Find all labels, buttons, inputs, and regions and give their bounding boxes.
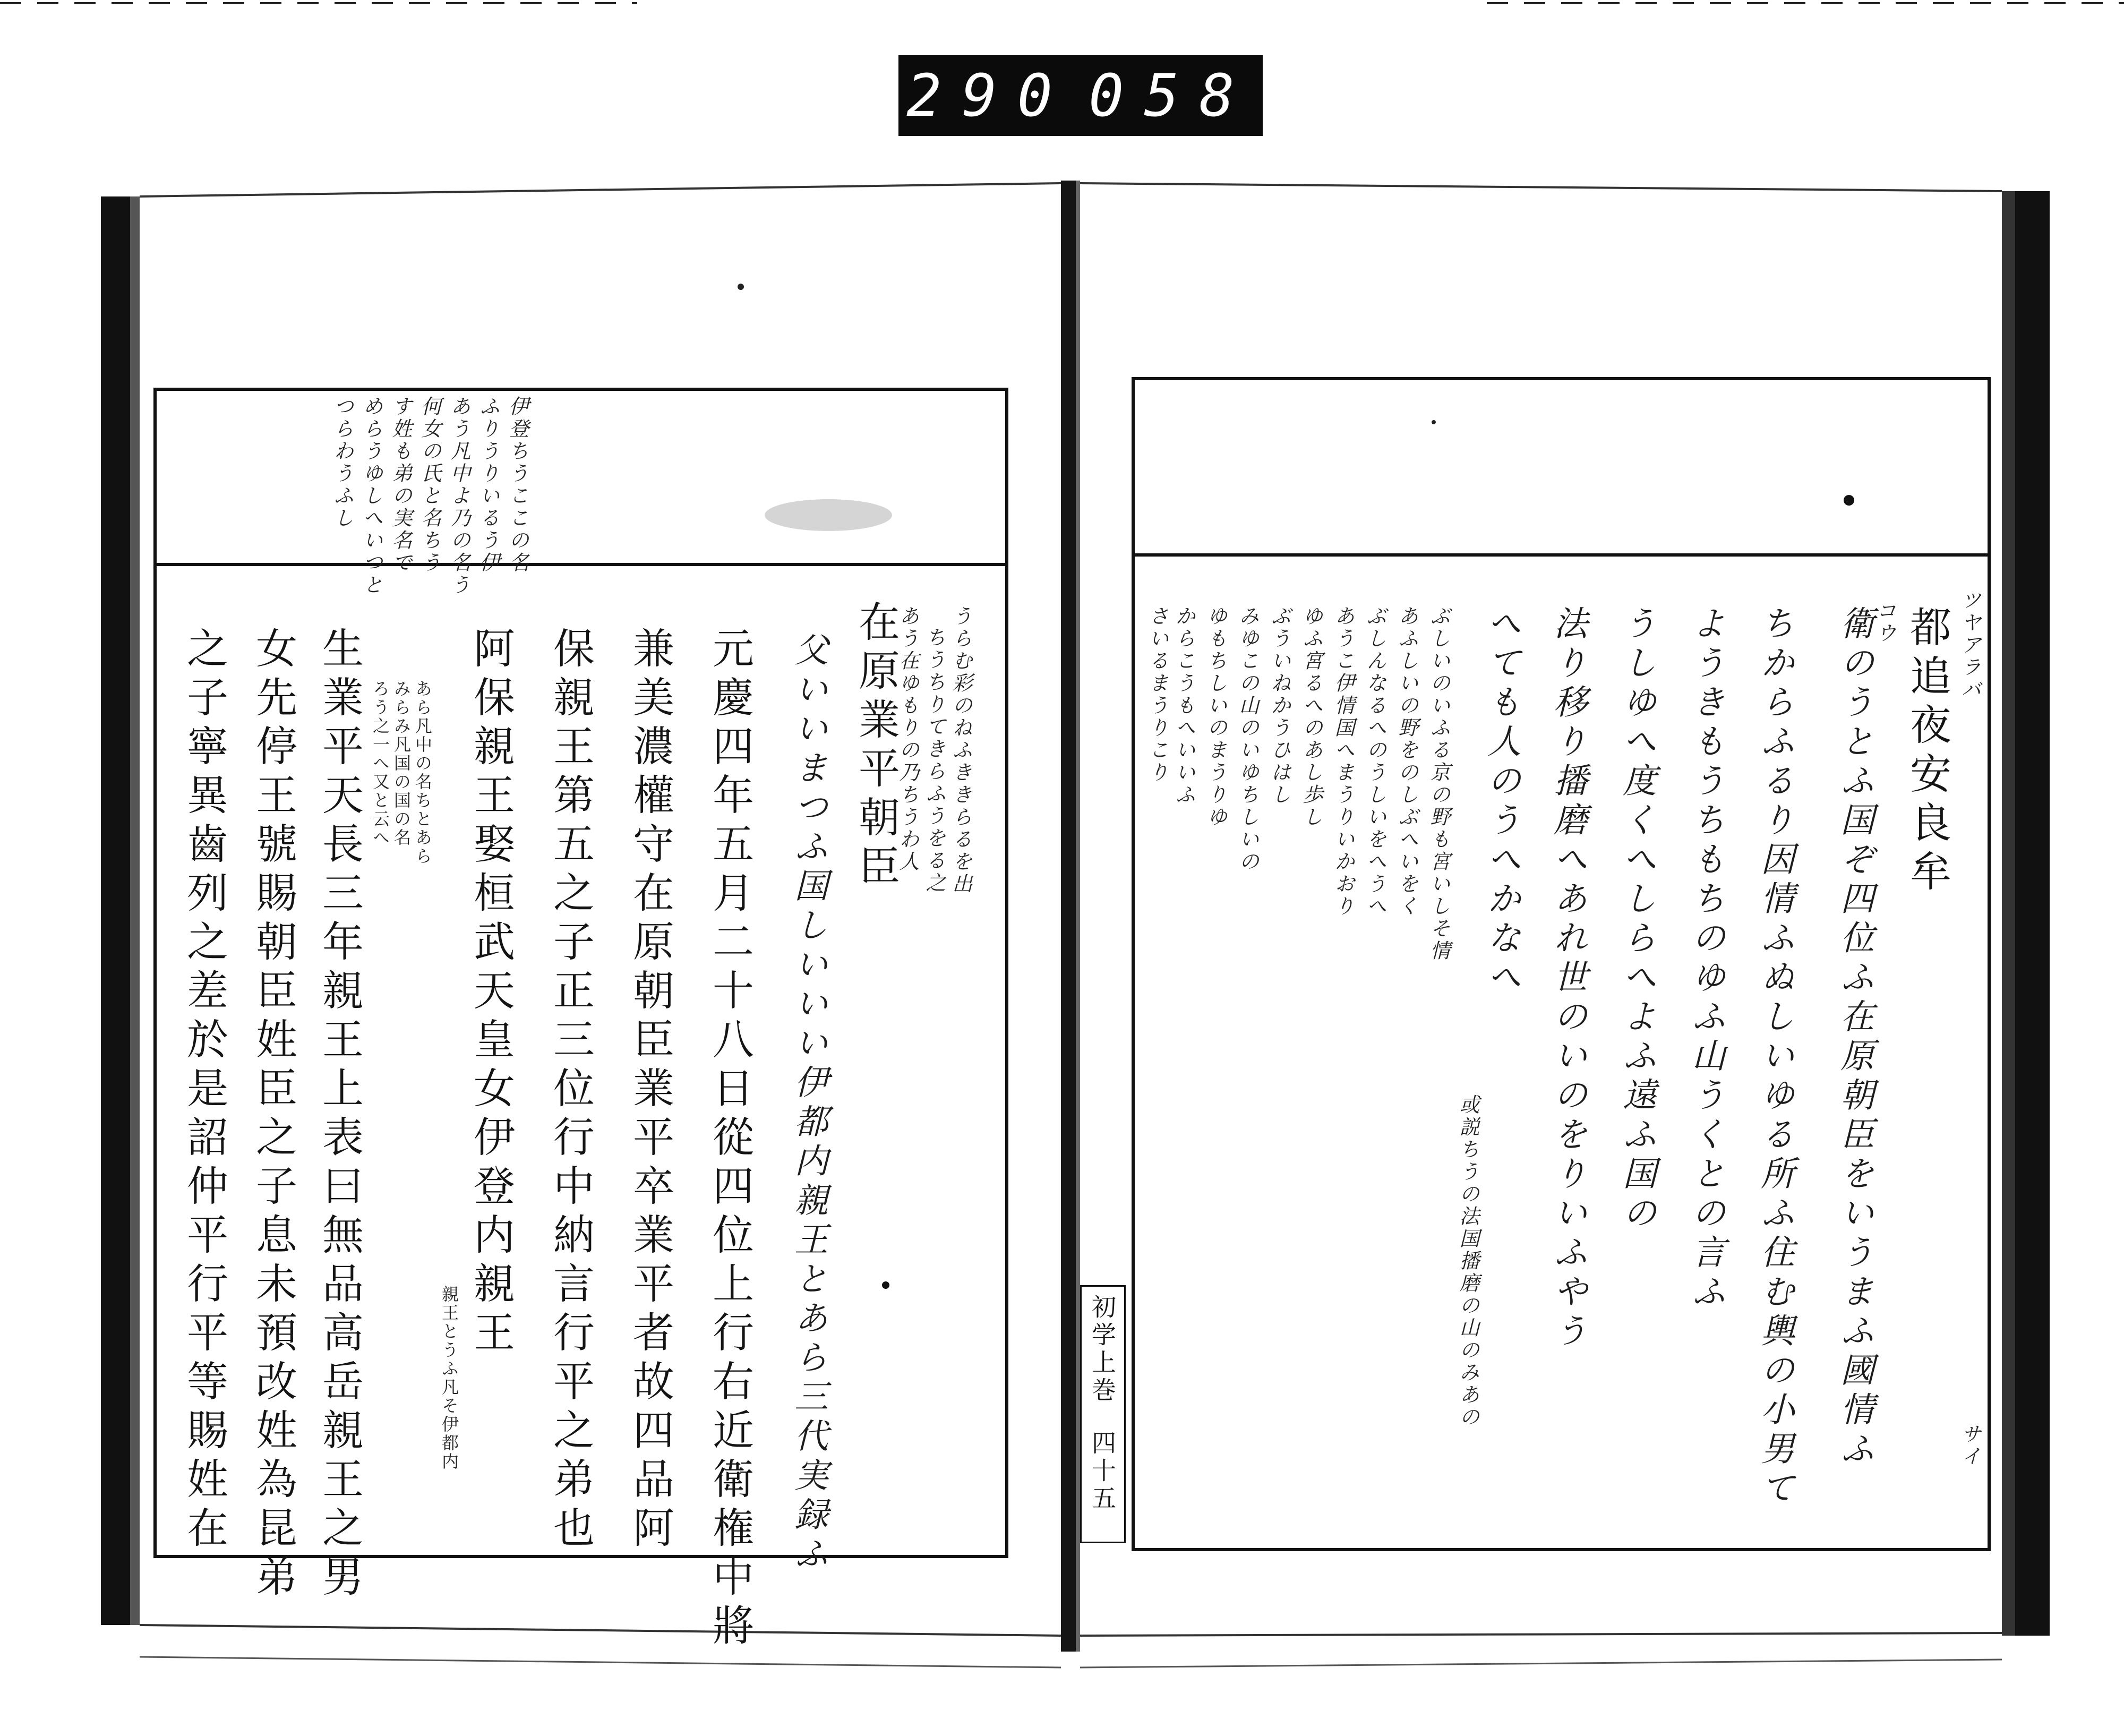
body-line: 保親王第五之子正三位行中納言行平之弟也 [546, 627, 594, 1555]
body-line: あうこ伊情国へまうりいかおり [1331, 605, 1355, 918]
archive-label [898, 55, 1263, 136]
body-line: からこうもへいいふ [1172, 605, 1195, 806]
section-heading: 在原業平朝臣 [852, 600, 900, 893]
body-line: ゆふ宮るへのあし歩し [1299, 605, 1323, 828]
body-line: へても人のうへかなへ [1481, 605, 1521, 998]
headnote-line: ふりうりいるう伊 [476, 396, 500, 574]
body-line: 之子寧異齒列之差於是詔仲平行平等賜姓在 [180, 627, 228, 1555]
body-line: 法り移り播磨へあれ世のいのをりいふやう [1548, 605, 1587, 1352]
body-line: ようきもうちもちのゆふ山うくとの言ふ [1686, 605, 1725, 1313]
interlinear-note: あら凡中の名ちとあら [413, 680, 433, 866]
headnote-line: 何女の氏と名ちう [418, 396, 441, 574]
furigana: ツヤアラバ [1958, 589, 1981, 701]
body-line: あふしいの野をのしぶへいをく [1395, 605, 1418, 918]
archive-number-left: 290 [906, 62, 1073, 130]
body-line: 衛のうとふ国ぞ四位ふ在原朝臣をいうまふ國情ふ [1835, 605, 1874, 1470]
body-line: 父いいまつふ国しいいい伊都内親王とあら三代実録ふ [789, 632, 828, 1575]
interlinear-note: 親王とうふ凡そ伊都内 [439, 1285, 459, 1471]
body-line: ゆもちしいのまうりゆ [1204, 605, 1227, 828]
body-line-annotation: うらむ彩のねふききらるを出 [949, 605, 972, 895]
body-line: ぶしいのいふる京の野も宮いしそ情 [1427, 605, 1450, 962]
interlinear-note: ろう之一へ又と云へ [370, 680, 390, 847]
furigana: サイ [1958, 1423, 1981, 1468]
margin-page-number: 四十五 [1088, 1430, 1117, 1513]
body-line-annotation: あう在ゆもりの乃ちうわ人 [896, 605, 919, 873]
body-line: ぶしんなるへのうしいをへうへ [1363, 605, 1386, 918]
body-line: うしゆへ度くへしらへよふ遠ふ国の [1617, 605, 1656, 1234]
margin-label [1080, 1285, 1126, 1543]
body-line: ぶういねかうひはし [1267, 605, 1291, 806]
headnote-line: あう凡中よ乃の名う [447, 396, 470, 596]
headnote-line: 伊登ちうここの名 [506, 396, 529, 574]
body-line: 女先停王號賜朝臣姓臣之子息未預改姓為昆弟 [249, 627, 297, 1604]
body-line-annotation: ちうちりてきらふうをる之 [922, 627, 946, 894]
headnote-line: す姓も弟の実名で [389, 396, 412, 574]
interlinear-note: みらみ凡国の国の名 [391, 680, 412, 847]
inline-note: 或説ちうの法国播磨の山のみあの [1456, 1094, 1479, 1429]
body-line: ちからふるり因情ふぬしいゆる所ふ住む輿の小男て [1755, 605, 1794, 1509]
poem-heading: 都追夜安良牟 [1903, 605, 1951, 899]
archive-number-right: 058 [1089, 62, 1255, 130]
body-line: さいるまうりこり [1145, 605, 1169, 784]
body-line: 元慶四年五月二十八日從四位上行右近衛権中將 [706, 627, 753, 1653]
body-line: 兼美濃權守在原朝臣業平卒業平者故四品阿 [626, 627, 674, 1555]
margin-title: 初学上巻 [1088, 1294, 1117, 1405]
body-line: 生業平天長三年親王上表曰無品高岳親王之男 [315, 627, 363, 1604]
headnote-line: めらうゆしへいつと [359, 396, 383, 596]
furigana: コウ [1873, 600, 1896, 645]
headnote-line: つらわうふし [330, 396, 354, 529]
body-line: みゆこの山のいゆちしいの [1236, 605, 1259, 873]
body-line: 阿保親王娶桓武天皇女伊登内親王 [467, 627, 515, 1359]
